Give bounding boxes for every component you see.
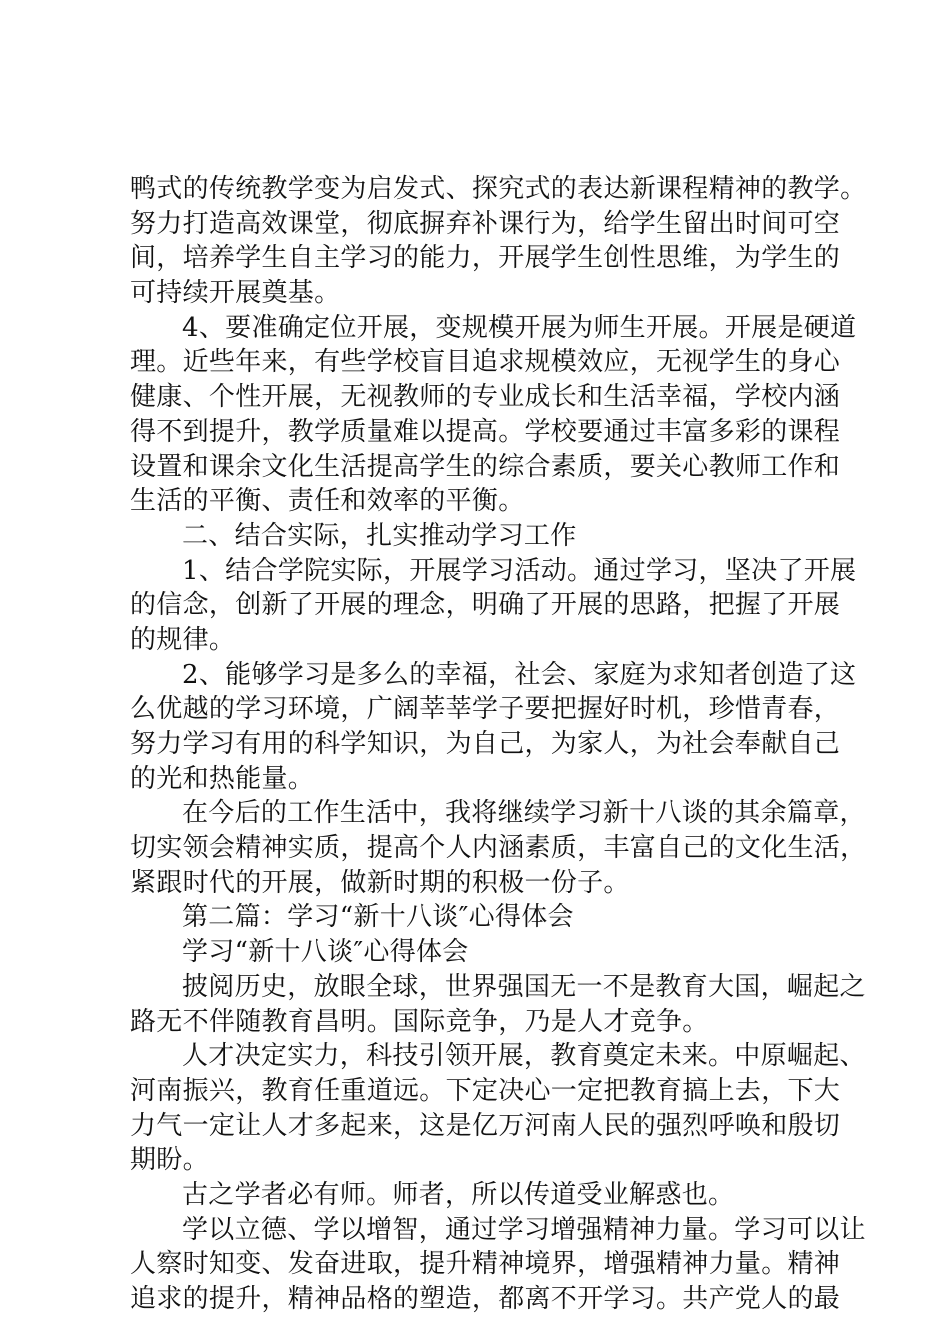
text-line: 路无不伴随教育昌明。国际竞争，乃是人才竞争。: [130, 1006, 709, 1037]
text-line: 切实领会精神实质，提高个人内涵素质，丰富自己的文化生活，: [130, 833, 867, 864]
text-line: 古之学者必有师。师者，所以传道受业解惑也。: [182, 1179, 735, 1210]
text-line: 的光和热能量。: [130, 763, 315, 794]
text-line: 人才决定实力，科技引领开展，教育奠定未来。中原崛起、: [182, 1041, 866, 1072]
text-line: 2、能够学习是多么的幸福，社会、家庭为求知者创造了这: [182, 659, 857, 690]
text-line: 力气一定让人才多起来，这是亿万河南人民的强烈呼唤和殷切: [130, 1110, 841, 1141]
text-line: 期盼。: [130, 1145, 209, 1176]
text-line: 人察时知变、发奋进取，提升精神境界，增强精神力量。精神: [130, 1249, 841, 1280]
text-line: 努力学习有用的科学知识，为自己，为家人，为社会奉献自己: [130, 729, 841, 759]
text-line: 健康、个性开展，无视教师的专业成长和生活幸福，学校内涵: [130, 382, 841, 413]
text-line: 在今后的工作生活中，我将继续学习新十八谈的其余篇章，: [182, 798, 866, 829]
text-line: 河南振兴，教育任重道远。下定决心一定把教育搞上去，下大: [130, 1075, 841, 1106]
text-line: 间，培养学生自主学习的能力，开展学生创性思维，为学生的: [130, 243, 841, 274]
text-line: 得不到提升，教学质量难以提高。学校要通过丰富多彩的课程: [130, 416, 841, 447]
chapter-heading: 第二篇：学习“新十八谈″心得体会: [182, 902, 574, 933]
text-line: 鸭式的传统教学变为启发式、探究式的表达新课程精神的教学。: [130, 174, 867, 204]
text-line: 披阅历史，放眼全球，世界强国无一不是教育大国，崛起之: [182, 971, 866, 1002]
text-line: 学以立德、学以增智，通过学习增强精神力量。学习可以让: [182, 1214, 866, 1245]
text-line: 生活的平衡、责任和效率的平衡。: [130, 486, 525, 517]
text-line: 紧跟时代的开展，做新时期的积极一份子。: [130, 867, 630, 898]
text-line: 可持续开展奠基。: [130, 278, 341, 309]
text-line: 4、要准确定位开展，变规模开展为师生开展。开展是硬道: [182, 312, 857, 343]
text-line: 么优越的学习环境，广阔莘莘学子要把握好时机，珍惜青春，: [130, 694, 841, 725]
text-line: 追求的提升，精神品格的塑造，都离不开学习。共产党人的最: [130, 1284, 841, 1314]
text-line: 1、结合学院实际，开展学习活动。通过学习，坚决了开展: [182, 555, 857, 586]
text-line: 设置和课余文化生活提高学生的综合素质，要关心教师工作和: [130, 451, 841, 482]
document-body: [130, 172, 867, 1317]
article-title: 学习“新十八谈″心得体会: [182, 937, 469, 968]
text-line: 的规律。: [130, 624, 236, 655]
text-line: 的信念，创新了开展的理念，明确了开展的思路，把握了开展: [130, 590, 841, 621]
text-line: 努力打造高效课堂，彻底摒弃补课行为，给学生留出时间可空: [130, 208, 841, 239]
section-heading: 二、结合实际，扎实推动学习工作: [182, 520, 577, 551]
text-line: 理。近些年来，有些学校盲目追求规模效应，无视学生的身心: [130, 347, 841, 378]
